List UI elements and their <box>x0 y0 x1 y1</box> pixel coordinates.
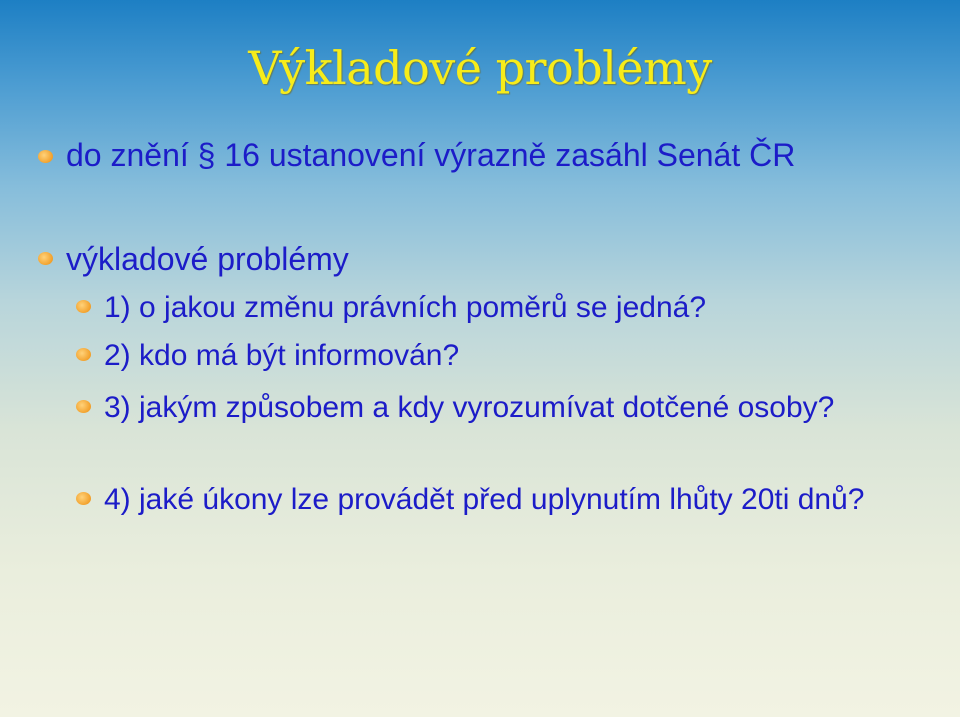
sub-item-1: 1) o jakou změnu právních poměrů se jedná? <box>104 291 707 324</box>
bullet-icon <box>38 252 53 265</box>
bullet-icon <box>76 492 91 505</box>
bullet-icon <box>76 348 91 361</box>
bullet-icon <box>76 400 91 413</box>
bullet-item-2: výkladové problémy <box>66 241 349 277</box>
sub-item-3: 3) jakým způsobem a kdy vyrozumívat dotčené osoby? <box>104 391 835 424</box>
sub-item-4: 4) jaké úkony lze provádět před uplynutím lhůty 20ti dnů? <box>104 483 865 516</box>
bullet-icon <box>38 150 53 163</box>
sub-item-2: 2) kdo má být informován? <box>104 339 460 372</box>
slide-title: Výkladové problémy <box>248 41 712 95</box>
bullet-icon <box>76 300 91 313</box>
bullet-item-1: do znění § 16 ustanovení výrazně zasáhl Senát ČR <box>66 137 796 173</box>
